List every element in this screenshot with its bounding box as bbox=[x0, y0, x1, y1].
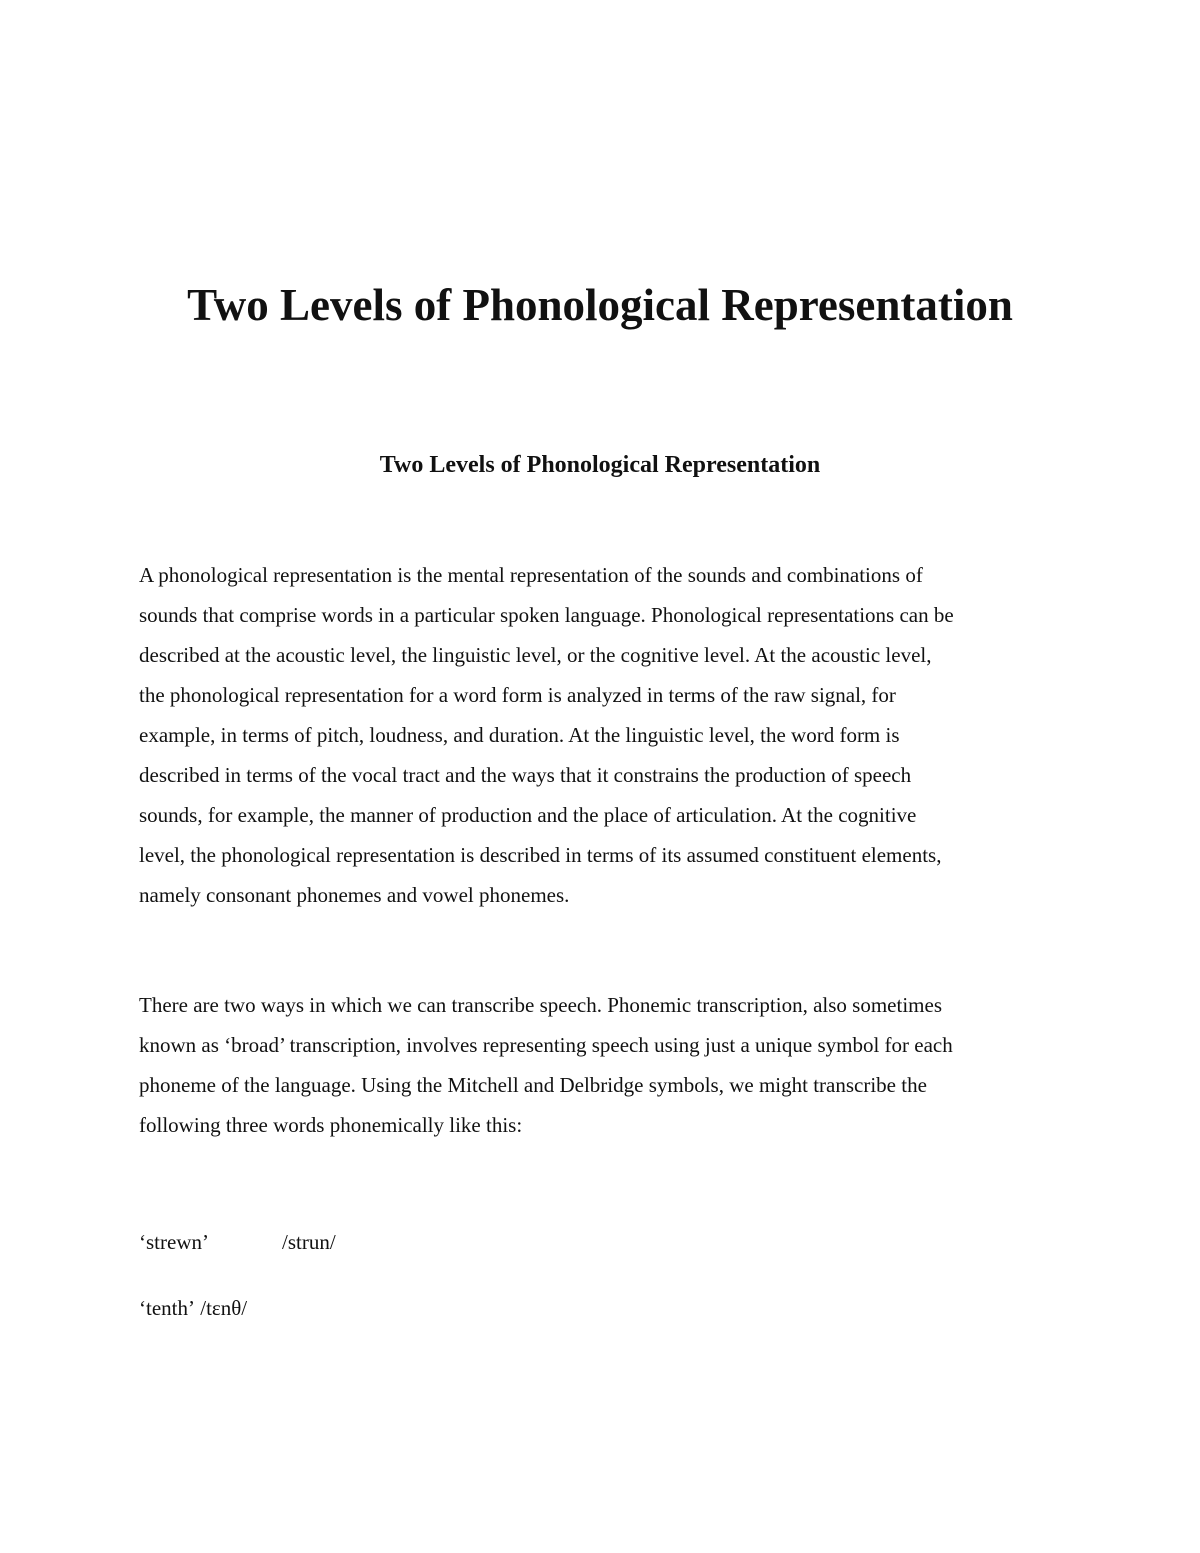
paragraph-line: described in terms of the vocal tract and the ways that it constrains the production of speech bbox=[139, 763, 912, 787]
transcription-example bbox=[139, 1293, 247, 1323]
paragraph-line: sounds, for example, the manner of production and the place of articulation. At the cognitive bbox=[139, 803, 917, 827]
paragraph-line: sounds that comprise words in a particular spoken language. Phonological representations can be bbox=[139, 603, 954, 627]
paragraph-line: level, the phonological representation is described in terms of its assumed constituent elements, bbox=[139, 843, 942, 867]
example-word: ‘strewn’ bbox=[139, 1230, 209, 1254]
section-heading: Two Levels of Phonological Representation bbox=[379, 452, 821, 478]
paragraph-line: known as ‘broad’ transcription, involves representing speech using just a unique symbol for each bbox=[139, 1033, 953, 1057]
paragraph-phonological-representation bbox=[139, 555, 1064, 915]
paragraph-line: phoneme of the language. Using the Mitchell and Delbridge symbols, we might transcribe the bbox=[139, 1073, 927, 1097]
paragraph-line: namely consonant phonemes and vowel phonemes. bbox=[139, 883, 570, 907]
paragraph-transcription bbox=[139, 985, 1064, 1145]
paragraph-line: described at the acoustic level, the linguistic level, or the cognitive level. At the acoustic level, bbox=[139, 643, 932, 667]
paragraph-line: example, in terms of pitch, loudness, and duration. At the linguistic level, the word form is bbox=[139, 723, 900, 747]
example-word: ‘tenth’ bbox=[139, 1296, 195, 1320]
transcription-example bbox=[139, 1227, 336, 1257]
paragraph-line: following three words phonemically like this: bbox=[139, 1113, 523, 1137]
paragraph-line: A phonological representation is the mental representation of the sounds and combinations of bbox=[139, 563, 923, 587]
document-title: Two Levels of Phonological Representation bbox=[187, 280, 1013, 330]
example-transcription: /strun/ bbox=[282, 1230, 336, 1254]
paragraph-line: the phonological representation for a word form is analyzed in terms of the raw signal, for bbox=[139, 683, 896, 707]
paragraph-line: There are two ways in which we can transcribe speech. Phonemic transcription, also sometimes bbox=[139, 993, 942, 1017]
example-transcription: /tɛnθ/ bbox=[200, 1296, 248, 1320]
